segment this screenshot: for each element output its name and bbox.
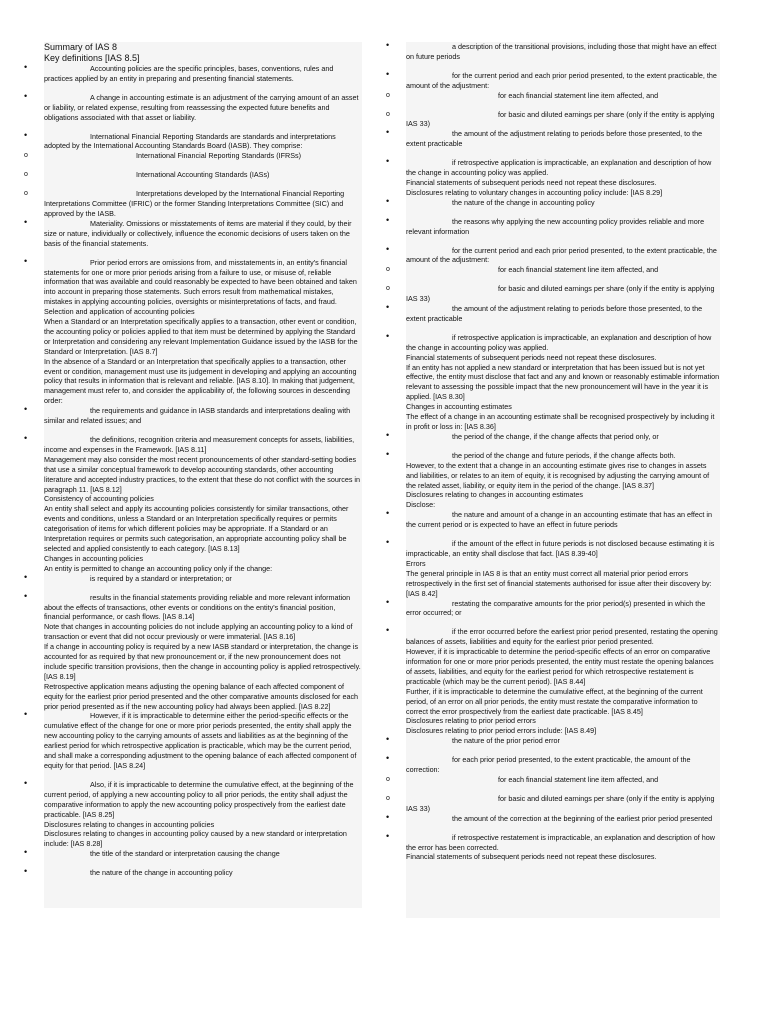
left-column [24, 42, 362, 908]
list-item: • if retrospective application is impracticable, an explanation and description of how the change in accounting policy was applied. [386, 330, 712, 352]
section-heading: Consistency of accounting policies [44, 494, 154, 504]
paragraph: However, if it is impracticable to determine the period-specific effects of an error on comparative information for one or more prior periods presented, the entity must restate the opening balances of assets, liabilities, and equity for the earliest period for which retrospective restatement is practicable (which may be the current period). [IAS 8.44] [406, 647, 714, 686]
list-item: • the amount of the adjustment relating to periods before those presented, to the extent practicable [386, 302, 703, 323]
paragraph: However, to the extent that a change in an accounting estimate gives rise to changes in assets and liabilities, or relates to an item of equity, it is recognised by adjusting the carrying amount of the related asset, liability, or equity item in the period of the change. [IAS 8.37] [406, 460, 710, 490]
list-item: • the nature of the change in accounting policy [386, 195, 595, 207]
list-item: • for the current period and each prior period presented, to the extent practicable, the amount of the adjustment: [386, 243, 717, 265]
list-item: o for basic and diluted earnings per share (only if the entity is applying IAS 33) [386, 109, 715, 129]
paragraph: Financial statements of subsequent periods need not repeat these disclosures. [406, 852, 657, 862]
list-item: • if the amount of the effect in future periods is not disclosed because estimating it is impracticable, an entity shall disclose that fact. [IAS 8.39-40] [386, 537, 715, 558]
document-title: Summary of IAS 8 [44, 42, 118, 52]
section-heading: Changes in accounting estimates [406, 402, 512, 412]
list-item: • for the current period and each prior period presented, to the extent practicable, the amount of the adjustment: [386, 68, 717, 90]
paragraph: Note that changes in accounting policies do not include applying an accounting policy to a kind of transaction or event that did not occur previously or were immaterial. [IAS 8.16] [44, 622, 353, 642]
list-item: • if the error occurred before the earliest prior period presented, restating the opening balances of assets, liabilities and equity for the earliest prior period presented. [386, 625, 718, 647]
section-heading: Disclosures relating to prior period errors [406, 716, 536, 726]
list-item: • the reasons why applying the new accounting policy provides reliable and more relevant information [386, 214, 705, 236]
list-item: • for each prior period presented, to the extent practicable, the amount of the correction: [386, 753, 691, 775]
list-item: • the requirements and guidance in IASB standards and interpretations dealing with similar and related issues; and [24, 404, 351, 426]
paragraph: Disclosures relating to voluntary changes in accounting policy include: [IAS 8.29] [406, 187, 663, 197]
paragraph: In the absence of a Standard or an Interpretation that specifically applies to a transaction, other event or condition, management must use its judgement in developing and applying an accounting policy that results in information that is relevant and reliable. [IAS 8.10]. In making that judgement, management must refer to, and consider the applicability of, the following sources in descending order: [44, 356, 357, 406]
paragraph: Disclosures relating to prior period errors include: [IAS 8.49] [406, 726, 597, 736]
right-column [386, 40, 720, 918]
list-item: • the period of the change and future periods, if the change affects both. [386, 448, 676, 460]
list-item: • However, if it is impracticable to determine either the period-specific effects or the cumulative effect of the change for one or more prior periods presented, the entity shall apply the new accounting policy to the carrying amounts of assets and liabilities as at the beginning of the earliest period for which retrospective application is practicable, which may be the current period, and shall make a corresponding adjustment to the opening balance of each affected component of equity for that period. [IAS 8.24] [24, 709, 357, 770]
paragraph: Management may also consider the most recent pronouncements of other standard-setting bodies that use a similar conceptual framework to develop accounting standards, other accounting literature and accepted industry practices, to the extent that these do not conflict with the sources in paragraph 11. [IAS 8.12] [44, 454, 361, 494]
list-item: • Accounting policies are the specific principles, bases, conventions, rules and practices applied by an entity in preparing and presenting financial statements. [24, 62, 334, 83]
list-item: • Materiality. Omissions or misstatements of items are material if they could, by their size or nature, individually or collectively, influence the economic decisions of users taken on the basis of the financial statements. [24, 216, 352, 248]
paragraph: Disclose: [406, 500, 436, 510]
list-item: o for each financial statement line item affected, and [386, 265, 659, 275]
paragraph: Financial statements of subsequent periods need not repeat these disclosures. [406, 177, 657, 187]
list-item: • the amount of the correction at the beginning of the earliest prior period presented [386, 811, 713, 823]
list-item: • the nature of the change in accounting policy [24, 866, 233, 878]
list-item: • restating the comparative amounts for the prior period(s) presented in which the error occurred; or [386, 596, 706, 618]
paragraph: When a Standard or an Interpretation specifically applies to a transaction, other event or condition, the accounting policy or policies applied to that item must be determined by applying the Standard or Interpretation and considering any relevant Implementation Guidance issued by the IASB for the Standard or Interpretation. [IAS 8.7] [44, 317, 358, 356]
paragraph: Retrospective application means adjusting the opening balance of each affected component of equity for the earliest prior period presented and the other comparative amounts disclosed for each prior period presented as if the new accounting policy had always been applied. [IAS 8.22] [44, 681, 359, 711]
paragraph: The effect of a change in an accounting estimate shall be recognised prospectively by including it in profit or loss in: [IAS 8.36] [406, 412, 715, 431]
list-item: o International Financial Reporting Standards (IFRSs) [24, 151, 301, 161]
list-item: o for basic and diluted earnings per share (only if the entity is applying IAS 33) [386, 793, 715, 813]
list-item: • the amount of the adjustment relating to periods before those presented, to the extent practicable [386, 127, 703, 149]
list-item: • International Financial Reporting Standards are standards and interpretations adopted by the International Accounting Standards Board (IASB). They comprise: [24, 129, 336, 151]
paragraph: Further, if it is impracticable to determine the cumulative effect, at the beginning of the current period, of an error on all prior periods, the entity must restate the comparative information to correct the error prospectively from the earliest date practicable. [IAS 8.45] [406, 686, 703, 716]
list-item: • the definitions, recognition criteria and measurement concepts for assets, liabilities, income and expenses in the Framework. [IAS 8.11] [24, 433, 355, 454]
list-item: • the period of the change, if the change affects that period only, or [386, 429, 659, 441]
section-heading: Changes in accounting policies [44, 553, 144, 563]
list-item: • is required by a standard or interpretation; or [24, 571, 232, 583]
list-item: o for basic and diluted earnings per share (only if the entity is applying IAS 33) [386, 284, 715, 304]
list-item: o Interpretations developed by the International Financial Reporting Interpretations Committee (IFRIC) or the former Standing Interpretations Committee (SIC) and approved by the IASB. [24, 189, 345, 218]
list-item: • A change in accounting estimate is an adjustment of the carrying amount of an asset or liability, or related expense, resulting from reassessing the expected future benefits and obligations associated with that asset or liability. [24, 90, 359, 122]
list-item: • the title of the standard or interpretation causing the change [24, 847, 280, 859]
section-heading: Disclosures relating to changes in accounting policies [44, 819, 215, 829]
list-item: o International Accounting Standards (IASs) [24, 170, 270, 180]
list-item: • Prior period errors are omissions from, and misstatements in, an entity's financial statements for one or more prior periods arising from a failure to use, or misuse of, reliable information that was available and could reasonably be expected to have been obtained and taken into account in preparing those statements. Such errors result from mathematical mistakes, mistakes in applying accounting policies, oversights or misinterpretations of facts, and fraud. [24, 255, 357, 307]
list-item: • if retrospective restatement is impracticable, an explanation and description of how the error has been corrected. [386, 830, 715, 852]
paragraph: An entity shall select and apply its accounting policies consistently for similar transactions, other events and conditions, unless a Standard or an Interpretation specifically requires or permits categorisation of items for which different policies may be appropriate. If a Standard or an Interpretation requires or permits such categorisation, an appropriate accounting policy shall be selected and applied consistently to each category. [IAS 8.13] [44, 504, 349, 553]
list-item: • a description of the transitional provisions, including those that might have an effect on future periods [386, 40, 717, 61]
section-heading: Selection and application of accounting policies [44, 307, 195, 317]
paragraph: The general principle in IAS 8 is that an entity must correct all material prior period errors retrospectively in the first set of financial statements authorised for issue after their discovery by: [IAS 8.42] [406, 568, 712, 598]
section-heading: Key definitions [IAS 8.5] [44, 53, 140, 63]
paragraph: Disclosures relating to changes in accounting policy caused by a new standard or interpretation include: [IAS 8.28] [44, 829, 347, 849]
list-item: • if retrospective application is impracticable, an explanation and description of how the change in accounting policy was applied. [386, 156, 712, 178]
paragraph: If an entity has not applied a new standard or interpretation that has been issued but is not yet effective, the entity must disclose that fact and any and known or reasonably estimable information relevant to assessing the possible impact that the new pronouncement will have in the year it is applied. [IAS 8.30] [406, 362, 720, 402]
list-item: • results in the financial statements providing reliable and more relevant information about the effects of transactions, other events or conditions on the entity's financial position, financial performance, or cash flows. [IAS 8.14] [24, 590, 351, 622]
list-item: o for each financial statement line item affected, and [386, 775, 659, 784]
section-heading: Disclosures relating to changes in accounting estimates [406, 490, 583, 500]
list-item: • the nature of the prior period error [386, 734, 560, 746]
paragraph: If a change in accounting policy is required by a new IASB standard or interpretation, the change is accounted for as required by that new pronouncement or, if the new pronouncement does not include specific transition provisions, then the change in accounting policy is applied retrospectively. [IAS 8.19] [44, 642, 361, 681]
list-item: • Also, if it is impracticable to determine the cumulative effect, at the beginning of the current period, of applying a new accounting policy to all prior periods, the entity shall adjust the comparative information to apply the new accounting policy prospectively from the earliest date practicable. [IAS 8.25] [24, 777, 354, 819]
paragraph: Financial statements of subsequent periods need not repeat these disclosures. [406, 352, 657, 362]
list-item: • the nature and amount of a change in an accounting estimate that has an effect in the current period or is expected to have an effect in future periods [386, 508, 712, 530]
paragraph: An entity is permitted to change an accounting policy only if the change: [44, 563, 273, 573]
list-item: o for each financial statement line item affected, and [386, 90, 659, 100]
section-heading: Errors [406, 558, 426, 568]
